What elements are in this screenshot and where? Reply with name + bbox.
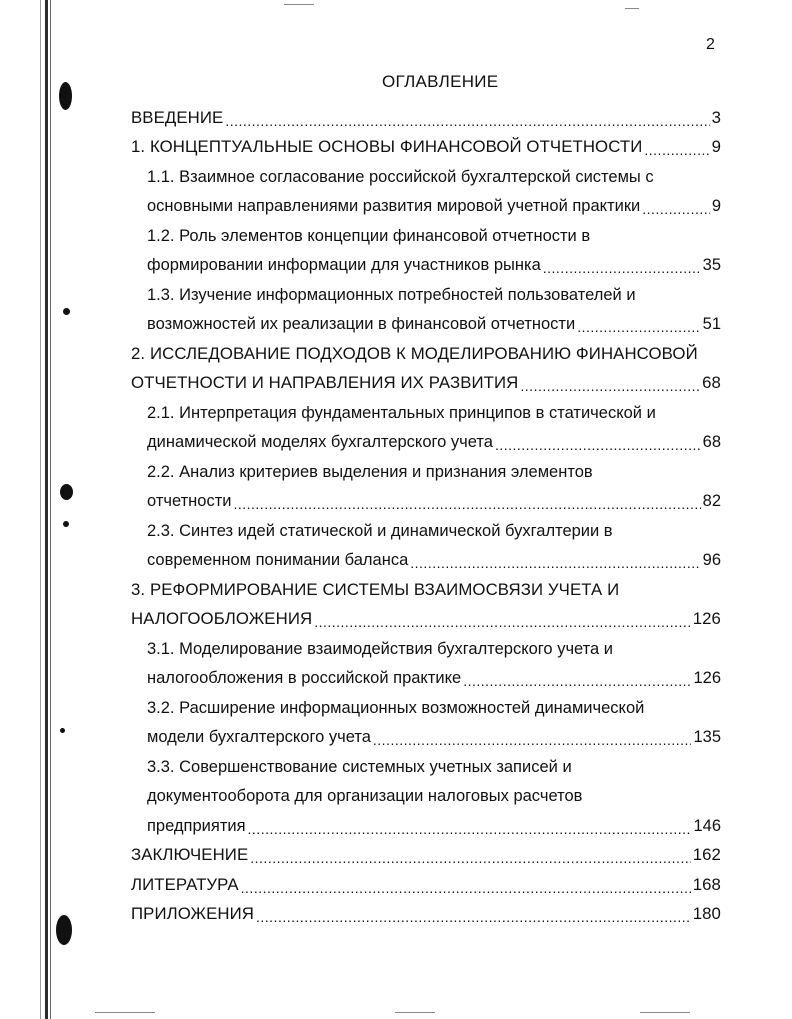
scan-mark: [284, 4, 314, 5]
toc-entry: [131, 187, 721, 217]
toc-entry: [131, 423, 721, 453]
toc-entry: [131, 836, 721, 866]
toc-entry: [131, 570, 721, 600]
toc-entry-page: 180: [692, 904, 721, 923]
punch-hole-mark: [63, 308, 70, 315]
toc-leader-dots: [241, 881, 691, 895]
toc-leader-dots: [495, 438, 701, 452]
toc-leader-dots: [256, 910, 691, 924]
toc-entry: [131, 275, 721, 305]
toc-entry-text: документооборота для организации налоговых расчетов: [147, 787, 583, 805]
toc-entry: [131, 806, 721, 836]
toc-entry: [131, 777, 721, 807]
scan-mark: [640, 1012, 690, 1013]
toc-entry-page: 9: [711, 137, 721, 156]
toc-leader-dots: [314, 615, 690, 629]
toc-entry: [131, 364, 721, 394]
toc-entry: [131, 659, 721, 689]
binding-edge-line: [40, 0, 41, 1019]
toc-entry: [131, 718, 721, 748]
toc-entry-text: 1.3. Изучение информационных потребностей пользователей и: [147, 285, 636, 304]
punch-hole-mark: [60, 728, 65, 733]
toc-entry: [131, 216, 721, 246]
toc-entry-text: ОТЧЕТНОСТИ И НАПРАВЛЕНИЯ ИХ РАЗВИТИЯ: [131, 373, 519, 392]
toc-entry: [131, 600, 721, 630]
toc-entry-page: 35: [702, 256, 721, 274]
toc-leader-dots: [642, 202, 710, 216]
toc-entry-text: 2.3. Синтез идей статической и динамической бухгалтерии в: [147, 521, 613, 540]
toc-leader-dots: [577, 320, 700, 334]
toc-leader-dots: [373, 733, 692, 747]
toc-entry: [131, 157, 721, 187]
punch-hole-mark: [60, 484, 73, 500]
toc-leader-dots: [543, 261, 701, 275]
toc-entry-page: 68: [702, 433, 721, 451]
punch-hole-mark: [63, 521, 69, 527]
toc-entry: [131, 452, 721, 482]
toc-entry-page: 162: [692, 845, 721, 864]
toc-entry: [131, 334, 721, 364]
punch-hole-mark: [59, 82, 72, 110]
toc-entry-text: 3.2. Расширение информационных возможностей динамической: [147, 698, 645, 717]
toc-entry-text: 3.1. Моделирование взаимодействия бухгалтерского учета и: [147, 639, 614, 658]
toc-entry: [131, 246, 721, 276]
toc-entry-text: 1. КОНЦЕПТУАЛЬНЫЕ ОСНОВЫ ФИНАНСОВОЙ ОТЧЕТНОСТИ: [131, 137, 643, 156]
toc-entry-text: налогообложения в российской практике: [147, 669, 462, 687]
binding-edge-line: [50, 0, 51, 1019]
page-number: 2: [706, 36, 715, 53]
toc-title: ОГЛАВЛЕНИЕ: [382, 72, 499, 91]
toc-entry: [131, 305, 721, 335]
toc-entry: [131, 747, 721, 777]
toc-leader-dots: [248, 822, 692, 836]
toc-leader-dots: [233, 497, 700, 511]
toc-entry-text: НАЛОГООБЛОЖЕНИЯ: [131, 609, 313, 628]
toc-entry: [131, 511, 721, 541]
toc-leader-dots: [644, 143, 709, 157]
toc-entry-page: 146: [693, 816, 721, 835]
toc-entry-page: 68: [702, 373, 721, 392]
toc-entry-text: динамической моделях бухгалтерского учета: [147, 433, 493, 451]
toc-entry: [131, 688, 721, 718]
toc-entry-text: ЗАКЛЮЧЕНИЕ: [131, 845, 249, 864]
toc-entry-text: 2.1. Интерпретация фундаментальных принципов в статической и: [147, 403, 656, 422]
toc-leader-dots: [463, 674, 691, 688]
scan-mark: [625, 8, 639, 9]
toc-entry-page: 3: [711, 107, 721, 127]
table-of-contents: [131, 98, 721, 924]
toc-entry-page: 168: [692, 874, 721, 894]
toc-entry-page: 9: [711, 197, 721, 215]
toc-leader-dots: [410, 556, 700, 570]
punch-hole-mark: [56, 915, 72, 945]
toc-leader-dots: [225, 114, 709, 128]
toc-entry-text: ВВЕДЕНИЕ: [131, 107, 224, 127]
toc-leader-dots: [250, 851, 690, 865]
toc-entry-page: 96: [702, 551, 721, 569]
toc-entry-page: 126: [692, 609, 721, 628]
toc-leader-dots: [520, 379, 700, 393]
toc-entry-text: 1.2. Роль элементов концепции финансовой отчетности в: [147, 226, 591, 245]
toc-entry-text: формировании информации для участников рынка: [147, 256, 541, 274]
toc-entry-text: 2.2. Анализ критериев выделения и признания элементов: [147, 462, 593, 481]
toc-entry-text: модели бухгалтерского учета: [147, 728, 371, 746]
toc-entry-text: современном понимании баланса: [147, 551, 409, 569]
toc-entry-page: 126: [693, 669, 721, 687]
toc-entry-page: 135: [693, 728, 721, 746]
toc-entry-text: предприятия: [147, 816, 246, 835]
toc-entry-text: основными направлениями развития мировой учетной практики: [147, 197, 641, 215]
scan-mark: [95, 1012, 155, 1013]
toc-entry-text: 2. ИССЛЕДОВАНИЕ ПОДХОДОВ К МОДЕЛИРОВАНИЮ ФИНАНСОВОЙ: [131, 343, 698, 363]
toc-entry-text: ПРИЛОЖЕНИЯ: [131, 904, 254, 923]
toc-entry: [131, 98, 721, 128]
toc-entry-text: ЛИТЕРАТУРА: [131, 874, 239, 894]
toc-entry-text: отчетности: [147, 492, 232, 510]
binding-edge-line: [45, 0, 48, 1019]
toc-entry: [131, 482, 721, 512]
toc-entry: [131, 895, 721, 925]
toc-entry-text: 3. РЕФОРМИРОВАНИЕ СИСТЕМЫ ВЗАИМОСВЯЗИ УЧЕТА И: [131, 579, 620, 599]
toc-entry-text: возможностей их реализации в финансовой отчетности: [147, 315, 576, 333]
toc-entry: [131, 393, 721, 423]
toc-entry-page: 82: [702, 492, 721, 510]
toc-entry: [131, 629, 721, 659]
toc-entry: [131, 865, 721, 895]
toc-entry: [131, 128, 721, 158]
toc-entry-page: 51: [702, 315, 721, 333]
toc-entry: [131, 541, 721, 571]
scan-mark: [395, 1012, 435, 1013]
toc-entry-text: 3.3. Совершенствование системных учетных записей и: [147, 757, 572, 776]
toc-entry-text: 1.1. Взаимное согласование российской бухгалтерской системы с: [147, 167, 654, 186]
